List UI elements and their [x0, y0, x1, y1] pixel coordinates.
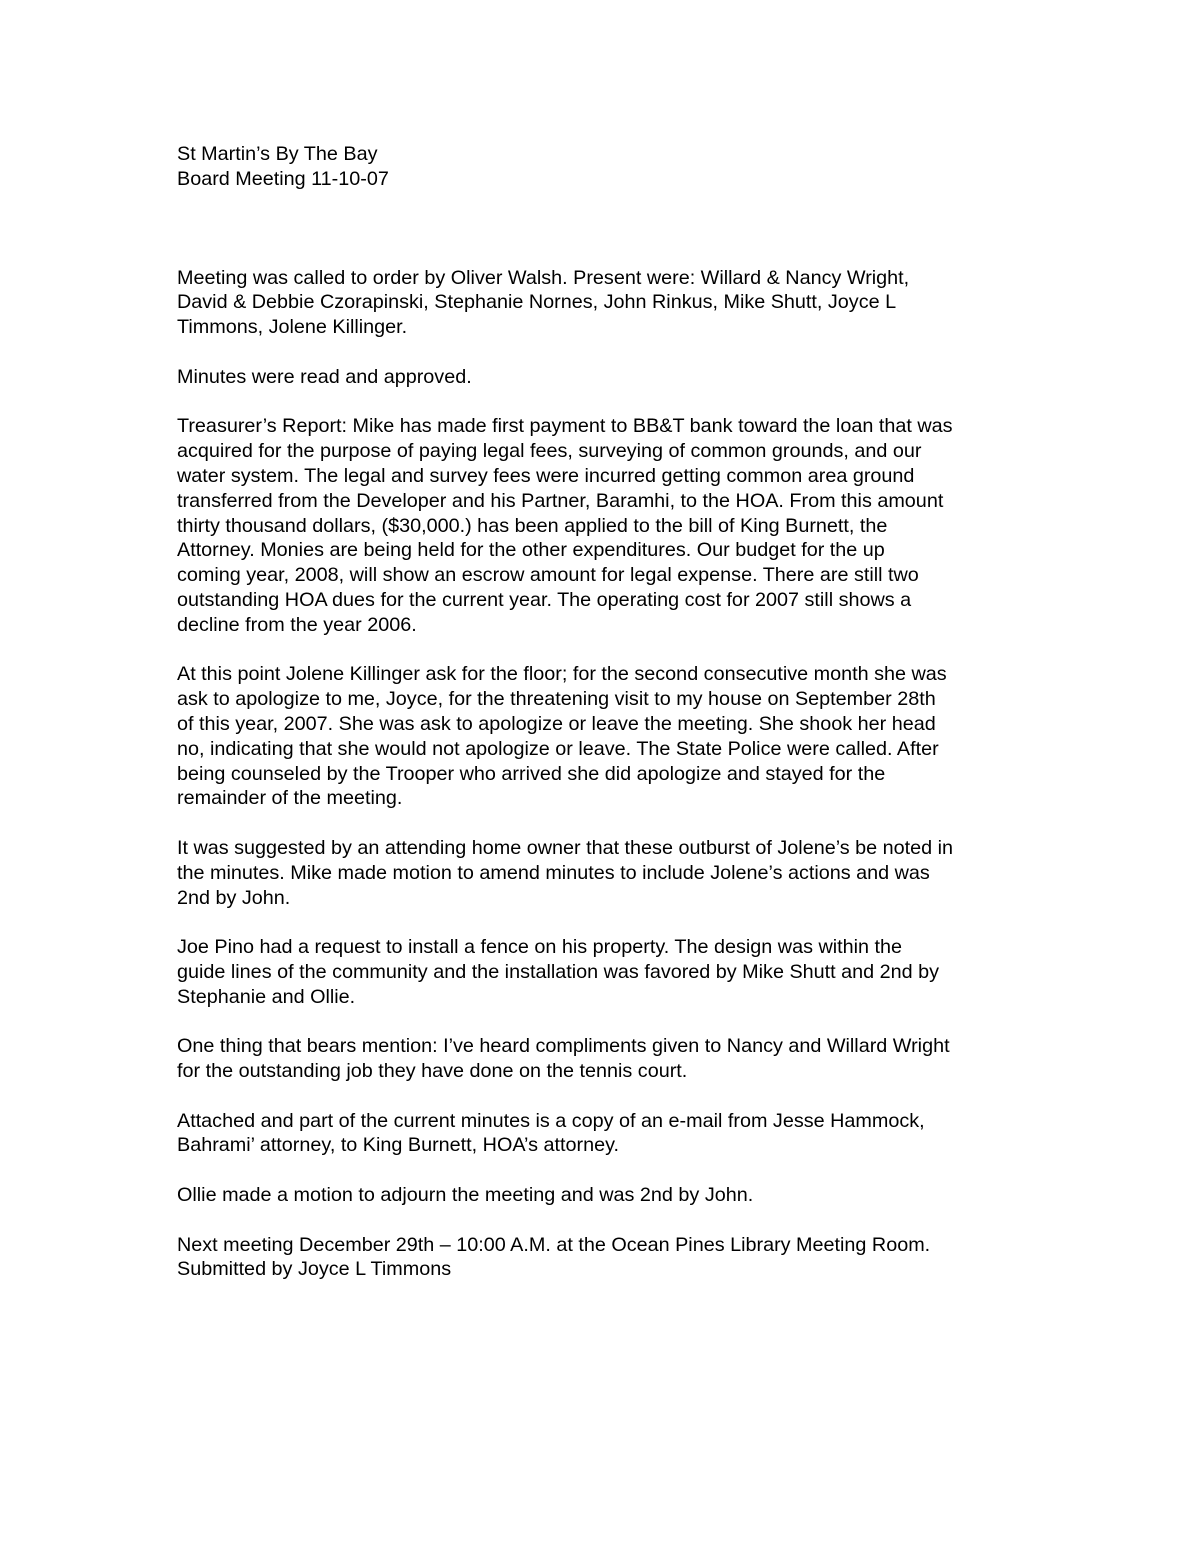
organization-name: St Martin’s By The Bay	[177, 143, 378, 165]
document-body	[177, 142, 1047, 1282]
text-line: outstanding HOA dues for the current year. The operating cost for 2007 still shows a	[177, 588, 912, 611]
text-line: Timmons, Jolene Killinger.	[177, 316, 408, 339]
text-line: It was suggested by an attending home owner that these outburst of Jolene’s be noted in	[177, 836, 954, 859]
text-line: transferred from the Developer and his Partner, Baramhi, to the HOA. From this amount	[177, 489, 944, 512]
text-line: water system. The legal and survey fees were incurred getting common area ground	[177, 464, 915, 487]
text-line: remainder of the meeting.	[177, 787, 403, 810]
paragraph-floor-incident	[177, 662, 1047, 811]
document-header	[177, 142, 1047, 192]
text-line: Attached and part of the current minutes is a copy of an e-mail from Jesse Hammock,	[177, 1109, 925, 1132]
text-line: Treasurer’s Report: Mike has made first payment to BB&T bank toward the loan that was	[177, 415, 953, 438]
meeting-title: Board Meeting 11-10-07	[177, 167, 389, 190]
paragraph-next-meeting	[177, 1233, 1047, 1283]
text-line: David & Debbie Czorapinski, Stephanie Nornes, John Rinkus, Mike Shutt, Joyce L	[177, 291, 897, 314]
text-line: of this year, 2007. She was ask to apologize or leave the meeting. She shook her head	[177, 712, 936, 735]
text-line: acquired for the purpose of paying legal fees, surveying of common grounds, and our	[177, 440, 922, 463]
text-line: Bahrami’ attorney, to King Burnett, HOA’s attorney.	[177, 1134, 619, 1157]
text-line: decline from the year 2006.	[177, 613, 417, 636]
text-line: Minutes were read and approved.	[177, 365, 472, 388]
text-line: Joe Pino had a request to install a fence on his property. The design was within the	[177, 936, 903, 959]
text-line: coming year, 2008, will show an escrow amount for legal expense. There are still two	[177, 564, 919, 587]
text-line: Next meeting December 29th – 10:00 A.M. at the Ocean Pines Library Meeting Room.	[177, 1233, 931, 1256]
text-line: thirty thousand dollars, ($30,000.) has been applied to the bill of King Burnett, the	[177, 514, 888, 537]
text-line: the minutes. Mike made motion to amend minutes to include Jolene’s actions and was	[177, 861, 930, 884]
submitted-by: Submitted by Joyce L Timmons	[177, 1258, 452, 1281]
text-line: no, indicating that she would not apologize or leave. The State Police were called. After	[177, 737, 939, 760]
paragraph-compliments	[177, 1034, 1047, 1084]
paragraph-amend-minutes	[177, 836, 1047, 910]
text-line: 2nd by John.	[177, 886, 291, 909]
text-line: Stephanie and Ollie.	[177, 985, 356, 1008]
paragraph-minutes-approved	[177, 365, 1047, 390]
paragraph-fence-request	[177, 935, 1047, 1009]
text-line: Meeting was called to order by Oliver Walsh. Present were: Willard & Nancy Wright,	[177, 266, 910, 289]
text-line: guide lines of the community and the installation was favored by Mike Shutt and 2nd by	[177, 960, 940, 983]
text-line: At this point Jolene Killinger ask for the floor; for the second consecutive month she was	[177, 663, 947, 686]
text-line: being counseled by the Trooper who arrived she did apologize and stayed for the	[177, 762, 886, 785]
paragraph-treasurer-report	[177, 414, 1047, 637]
text-line: ask to apologize to me, Joyce, for the threatening visit to my house on September 28th	[177, 688, 936, 711]
text-line: Ollie made a motion to adjourn the meeting and was 2nd by John.	[177, 1184, 754, 1207]
text-line: One thing that bears mention: I’ve heard compliments given to Nancy and Willard Wright	[177, 1035, 950, 1058]
text-line: Attorney. Monies are being held for the other expenditures. Our budget for the up	[177, 539, 885, 562]
paragraph-call-to-order	[177, 266, 1047, 340]
paragraph-adjourn	[177, 1183, 1047, 1208]
paragraph-attachment-note	[177, 1109, 1047, 1159]
text-line: for the outstanding job they have done on the tennis court.	[177, 1060, 688, 1083]
